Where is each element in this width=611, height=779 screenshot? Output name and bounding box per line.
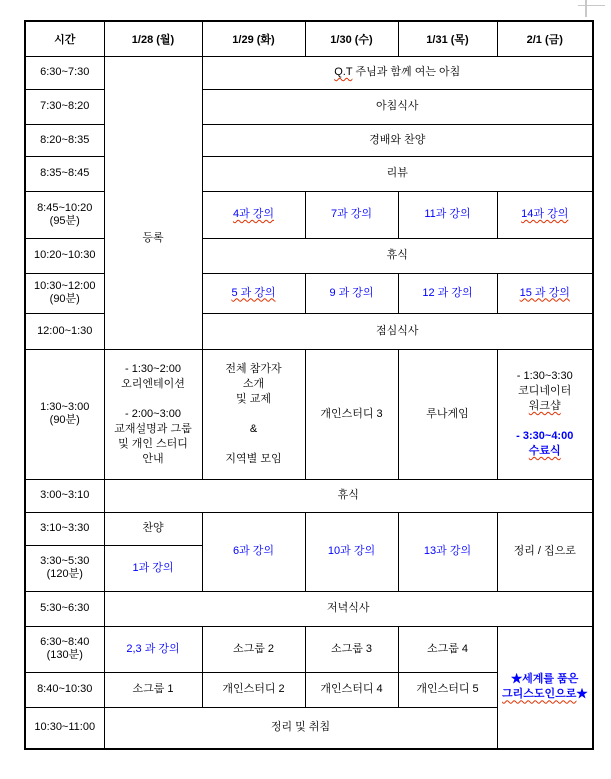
cell-small-group-4 — [398, 626, 497, 672]
text-run: 6과 강의 — [232, 545, 275, 557]
time-cell — [25, 191, 104, 238]
text-run: 개인스터디 3 — [320, 407, 383, 420]
cell-luna-game — [398, 349, 497, 479]
text-run: 8:40~10:30 — [37, 683, 93, 695]
text-run: 10:20~10:30 — [34, 249, 96, 261]
text-run: 3:10~3:30 — [40, 522, 90, 534]
cell-lecture-9 — [305, 273, 398, 313]
cell-praise — [104, 512, 202, 545]
header-row — [25, 21, 593, 56]
text-run: 아침식사 — [375, 100, 419, 112]
text-run: 및 개인 스터디 — [118, 437, 188, 450]
text-run: 정리 / 집으로 — [513, 545, 576, 557]
text-run: 소그룹 1 — [132, 683, 174, 695]
time-cell — [25, 313, 104, 349]
schedule-table — [24, 20, 594, 750]
text-run: 점심식사 — [375, 324, 419, 337]
text-run: 1:30~3:00 — [40, 401, 90, 413]
text-run: 15 과 강의 — [519, 286, 570, 299]
cell-small-group-2 — [202, 626, 305, 672]
text-run: 저녁식사 — [326, 602, 370, 614]
text-run: 정리 및 취침 — [270, 721, 331, 734]
time-cell — [25, 707, 104, 749]
cell-personal-study-5 — [398, 672, 497, 707]
cell-small-group-1 — [104, 672, 202, 707]
header-wed: 1/30 (수) — [305, 21, 398, 56]
cell-lecture-1 — [104, 545, 202, 591]
time-cell — [25, 349, 104, 479]
cell-small-group-3 — [305, 626, 398, 672]
text-run: & — [249, 422, 258, 435]
cell-lecture-15 — [497, 273, 593, 313]
text-run: 8:45~10:20 — [37, 201, 93, 214]
text-run: 루나게임 — [426, 407, 469, 420]
cell-qt-morning — [202, 56, 593, 89]
text-run: ★세계를 품은 — [511, 673, 579, 686]
cell-cleanup-home — [497, 512, 593, 591]
text-run: 그리스도인으로 — [502, 688, 577, 701]
text-run: 코디네이터 — [518, 385, 572, 397]
text-run: 11과 강의 — [424, 208, 471, 220]
text-run: 오리엔테이션 — [121, 377, 185, 390]
text-run: 1과 강의 — [132, 561, 174, 574]
cell-lecture-5 — [202, 273, 305, 313]
cell-lecture-7 — [305, 191, 398, 238]
text-run: 리뷰 — [386, 167, 408, 179]
time-cell — [25, 156, 104, 191]
time-cell — [25, 56, 104, 89]
text-run: 2,3 과 강의 — [126, 642, 180, 655]
text-run: 12 과 강의 — [422, 286, 473, 299]
cell-lecture-2-3 — [104, 626, 202, 672]
cell-lecture-13 — [398, 512, 497, 591]
table-row — [25, 56, 593, 89]
cell-worship-praise — [202, 124, 593, 156]
cell-registration — [104, 56, 202, 349]
text-run: (130분) — [46, 649, 83, 661]
table-boundary-mark-vertical — [585, 0, 587, 17]
cell-lecture-10 — [305, 512, 398, 591]
text-run: 지역별 모임 — [225, 452, 282, 465]
text-run: 12:00~1:30 — [37, 324, 93, 337]
table-row — [25, 626, 593, 672]
text-run: 전체 참가자 — [225, 362, 282, 375]
cell-lecture-14 — [497, 191, 593, 238]
text-run: 주님과 함께 여는 아침 — [352, 66, 461, 78]
cell-personal-study-4 — [305, 672, 398, 707]
time-cell — [25, 479, 104, 512]
time-cell — [25, 545, 104, 591]
text-run: - 3:30~4:00 — [516, 430, 574, 442]
header-tue: 1/29 (화) — [202, 21, 305, 56]
cell-cleanup-sleep — [104, 707, 497, 749]
table-row — [25, 479, 593, 512]
text-run: 및 교제 — [236, 392, 271, 405]
text-run: 개인스터디 2 — [222, 683, 285, 695]
text-run: 등록 — [142, 232, 164, 244]
time-cell — [25, 512, 104, 545]
cell-break-pm — [104, 479, 593, 512]
cell-slogan — [497, 626, 593, 749]
text-run: - 2:00~3:00 — [125, 407, 181, 420]
text-run: 교재설명과 그룹 — [114, 422, 192, 435]
text-run: Q.T — [334, 66, 353, 78]
text-run: (90분) — [49, 414, 80, 426]
cell-personal-study-3 — [305, 349, 398, 479]
time-cell — [25, 238, 104, 273]
cell-introductions — [202, 349, 305, 479]
text-run: 10과 강의 — [327, 545, 376, 557]
cell-break-am — [202, 238, 593, 273]
text-run: - 1:30~2:00 — [125, 362, 181, 375]
text-run: 경배와 찬양 — [369, 133, 426, 146]
time-cell — [25, 672, 104, 707]
time-cell — [25, 273, 104, 313]
cell-coordinator-workshop — [497, 349, 593, 479]
text-run: 13과 강의 — [423, 545, 472, 557]
text-run: 휴식 — [337, 489, 359, 501]
text-run: 소그룹 4 — [426, 642, 469, 655]
text-run: 휴식 — [386, 249, 408, 261]
text-run: 14과 강의 — [521, 208, 569, 220]
table-row — [25, 349, 593, 479]
text-run: 9 과 강의 — [329, 286, 374, 299]
text-run: 수료식 — [528, 445, 561, 457]
text-run: (120분) — [46, 568, 83, 580]
cell-personal-study-2 — [202, 672, 305, 707]
text-run: 3:00~3:10 — [40, 489, 90, 501]
cell-lecture-12 — [398, 273, 497, 313]
cell-lecture-11 — [398, 191, 497, 238]
cell-review — [202, 156, 593, 191]
text-run: 워크샵 — [528, 400, 561, 412]
text-run: 소그룹 3 — [330, 642, 373, 655]
header-thu: 1/31 (목) — [398, 21, 497, 56]
text-run: 소그룹 2 — [232, 642, 275, 655]
text-run: 안내 — [142, 452, 164, 465]
header-time: 시간 — [25, 21, 104, 56]
text-run: 6:30~8:40 — [40, 636, 90, 648]
table-row — [25, 512, 593, 545]
text-run: 8:20~8:35 — [40, 133, 90, 146]
header-mon: 1/28 (월) — [104, 21, 202, 56]
cell-lecture-6 — [202, 512, 305, 591]
text-run: 5 과 강의 — [231, 286, 276, 299]
cell-breakfast — [202, 89, 593, 124]
text-run: (90분) — [49, 293, 80, 305]
time-cell — [25, 591, 104, 626]
text-run: ★ — [576, 688, 588, 701]
text-run: - 1:30~3:30 — [516, 370, 573, 382]
cell-lunch — [202, 313, 593, 349]
text-run: (95분) — [49, 214, 80, 227]
text-run: 개인스터디 4 — [320, 683, 383, 695]
text-run: 찬양 — [142, 522, 164, 534]
time-cell — [25, 89, 104, 124]
header-fri: 2/1 (금) — [497, 21, 593, 56]
cell-orientation — [104, 349, 202, 479]
text-run: 개인스터디 5 — [416, 683, 479, 695]
time-cell — [25, 626, 104, 672]
text-run: 4과 강의 — [232, 208, 275, 220]
text-run: 소개 — [242, 377, 265, 390]
text-run: 10:30~12:00 — [34, 280, 96, 292]
cell-lecture-4 — [202, 191, 305, 238]
text-run: 5:30~6:30 — [40, 602, 90, 614]
text-run: 8:35~8:45 — [40, 167, 90, 179]
text-run: 10:30~11:00 — [34, 721, 96, 734]
cell-dinner — [104, 591, 593, 626]
text-run: 6:30~7:30 — [40, 66, 90, 78]
table-row — [25, 591, 593, 626]
table-boundary-mark-horizontal — [578, 5, 605, 6]
text-run: 7과 강의 — [330, 208, 373, 220]
text-run: 3:30~5:30 — [40, 555, 90, 567]
text-run: 7:30~8:20 — [40, 100, 90, 112]
time-cell — [25, 124, 104, 156]
